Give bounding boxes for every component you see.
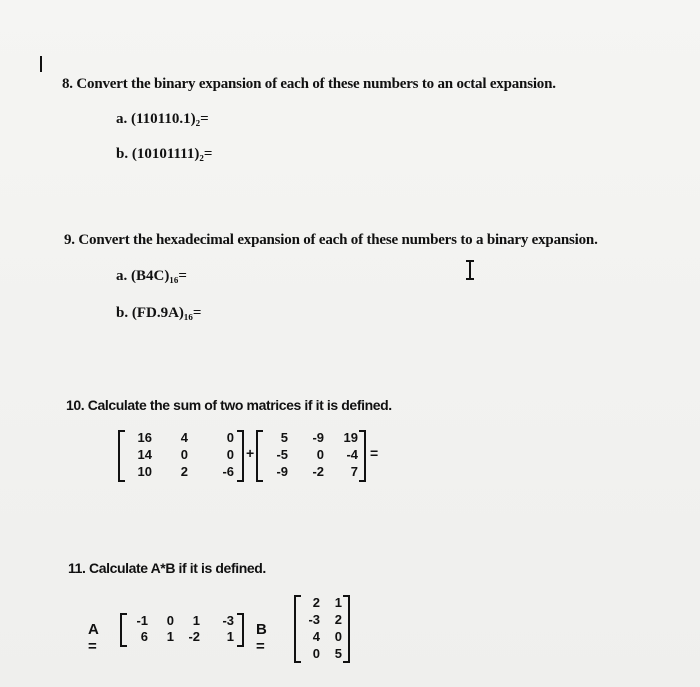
q8-title: 8. Convert the binary expansion of each of these numbers to an octal expansion. xyxy=(62,76,556,92)
matrix-cell: 5 xyxy=(334,646,342,661)
matrix-cell: 1 xyxy=(192,613,200,628)
matrix-cell: 1 xyxy=(334,595,342,610)
matrix-1 xyxy=(118,430,244,482)
matrix-cell: 4 xyxy=(312,629,320,644)
matrix-cell: 0 xyxy=(180,447,188,462)
matrix-cell: -2 xyxy=(188,629,200,644)
matrix-cell: -6 xyxy=(222,464,234,479)
matrix-cell: 2 xyxy=(312,595,320,610)
q9-item-b: b. (FD.9A)₁₆= xyxy=(116,305,202,321)
matrix-b xyxy=(294,595,350,663)
label-b: B = xyxy=(256,621,267,655)
matrix-cell: 19 xyxy=(343,430,358,445)
matrix-cell: 5 xyxy=(280,430,288,445)
ibeam-cursor-icon xyxy=(464,260,476,280)
matrix-cell: 0 xyxy=(226,447,234,462)
matrix-cell: 7 xyxy=(350,464,358,479)
equals-sign: = xyxy=(370,445,379,461)
q8-item-b: b. (10101111)₂= xyxy=(116,146,213,162)
q11-title: 11. Calculate A*B if it is defined. xyxy=(68,560,266,576)
matrix-cell: -4 xyxy=(346,447,358,462)
matrix-cell: -9 xyxy=(276,464,288,479)
matrix-cell: -3 xyxy=(308,612,320,627)
matrix-cell: 6 xyxy=(140,629,148,644)
matrix-2 xyxy=(256,430,366,482)
matrix-cell: 14 xyxy=(137,447,152,462)
plus-sign: + xyxy=(246,445,255,461)
q9-item-a: a. (B4C)₁₆= xyxy=(116,268,187,284)
matrix-cell: 2 xyxy=(180,464,188,479)
matrix-cell: 0 xyxy=(312,646,320,661)
matrix-cell: 1 xyxy=(226,629,234,644)
q9-title: 9. Convert the hexadecimal expansion of each of these numbers to a binary expansion. xyxy=(64,232,598,248)
matrix-cell: -1 xyxy=(136,613,148,628)
matrix-cell: 0 xyxy=(334,629,342,644)
matrix-cell: -5 xyxy=(276,447,288,462)
matrix-cell: 0 xyxy=(226,430,234,445)
matrix-cell: 16 xyxy=(137,430,152,445)
matrix-cell: 2 xyxy=(334,612,342,627)
q8-item-a: a. (110110.1)₂= xyxy=(116,111,209,127)
q10-title: 10. Calculate the sum of two matrices if it is defined. xyxy=(66,397,392,413)
label-a: A = xyxy=(88,621,99,655)
matrix-cell: 1 xyxy=(166,629,174,644)
matrix-cell: -3 xyxy=(222,613,234,628)
matrix-a xyxy=(120,613,244,647)
text-cursor xyxy=(40,56,42,72)
matrix-cell: -2 xyxy=(312,464,324,479)
matrix-cell: 4 xyxy=(180,430,188,445)
matrix-cell: 0 xyxy=(166,613,174,628)
matrix-cell: 0 xyxy=(316,447,324,462)
matrix-cell: 10 xyxy=(137,464,152,479)
matrix-cell: -9 xyxy=(312,430,324,445)
